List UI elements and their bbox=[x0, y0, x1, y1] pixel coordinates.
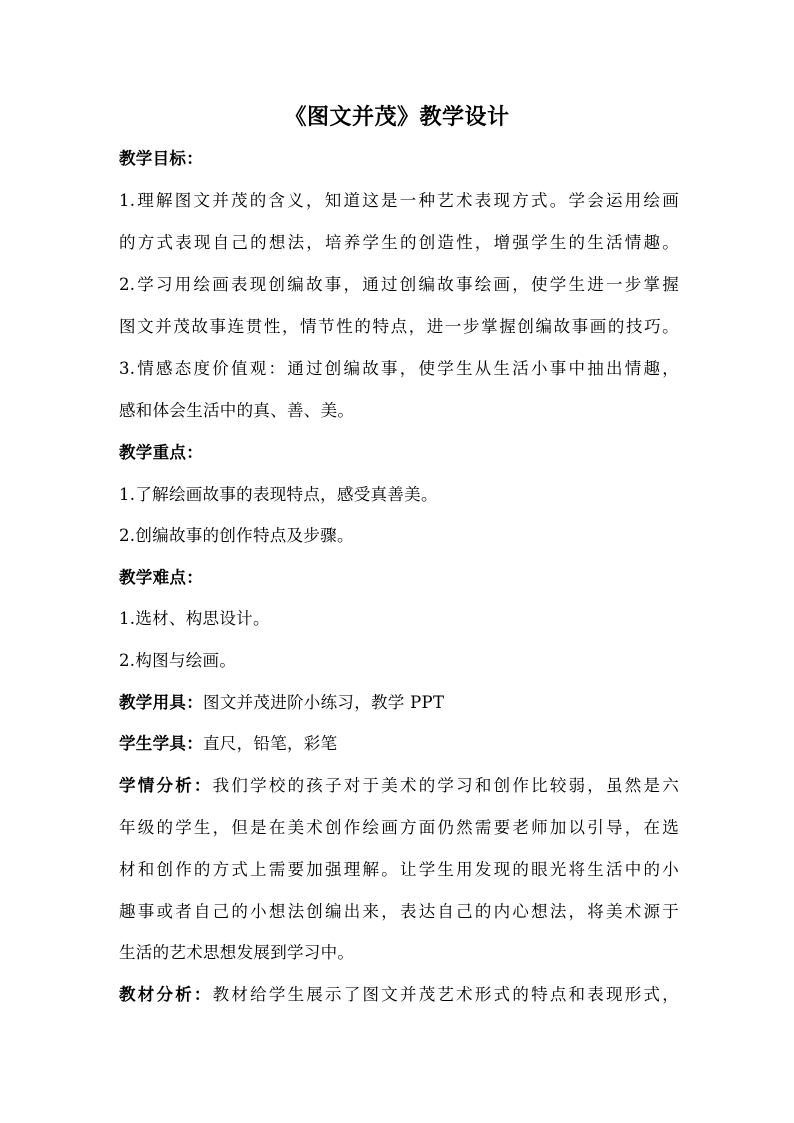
difficulty-1: 1.选材、构思设计。 bbox=[119, 609, 270, 628]
document-title: 《图文并茂》教学设计 bbox=[284, 104, 510, 130]
situation-line-4: 趣事或者自己的小想法创编出来，表达自己的内心想法，将美术源于 bbox=[119, 902, 679, 921]
situation-text-1: 我们学校的孩子对于美术的学习和创作比较弱，虽然是六 bbox=[212, 776, 680, 795]
situation-label: 学情分析： bbox=[119, 776, 213, 795]
key-points-heading: 教学重点： bbox=[119, 443, 203, 462]
student-tools-value: 直尺，铅笔，彩笔 bbox=[203, 734, 338, 753]
teaching-tools-label: 教学用具： bbox=[119, 693, 203, 712]
goal-3-line-2: 感和体会生活中的真、善、美。 bbox=[119, 401, 355, 420]
key-point-2: 2.创编故事的创作特点及步骤。 bbox=[119, 526, 354, 545]
situation-line-3: 材和创作的方式上需要加强理解。让学生用发现的眼光将生活中的小 bbox=[119, 860, 679, 879]
student-tools-row bbox=[119, 731, 679, 757]
teaching-tools-row bbox=[119, 690, 679, 716]
material-line-1 bbox=[119, 982, 679, 1008]
goal-2-line-1: 2.学习用绘画表现创编故事，通过创编故事绘画，使学生进一步掌握 bbox=[119, 275, 679, 294]
goal-1-line-2: 的方式表现自己的想法，培养学生的创造性，增强学生的生活情趣。 bbox=[119, 233, 679, 252]
material-text-1: 教材给学生展示了图文并茂艺术形式的特点和表现形式， bbox=[212, 985, 680, 1004]
material-label: 教材分析： bbox=[119, 985, 213, 1004]
student-tools-label: 学生学具： bbox=[119, 734, 203, 753]
key-point-1: 1.了解绘画故事的表现特点，感受真善美。 bbox=[119, 485, 438, 504]
situation-line-1 bbox=[119, 773, 679, 799]
difficulty-2: 2.构图与绘画。 bbox=[119, 651, 237, 670]
goal-2-line-2: 图文并茂故事连贯性，情节性的特点，进一步掌握创编故事画的技巧。 bbox=[119, 317, 679, 336]
goal-1-line-1: 1.理解图文并茂的含义，知道这是一种艺术表现方式。学会运用绘画 bbox=[119, 191, 679, 210]
goal-3-line-1: 3.情感态度价值观：通过创编故事，使学生从生活小事中抽出情趣， bbox=[119, 359, 679, 378]
situation-line-5: 生活的艺术思想发展到学习中。 bbox=[119, 943, 355, 962]
situation-line-2: 年级的学生，但是在美术创作绘画方面仍然需要老师加以引导，在选 bbox=[119, 818, 679, 837]
difficulty-heading: 教学难点： bbox=[119, 568, 203, 587]
goals-heading: 教学目标： bbox=[119, 149, 203, 168]
teaching-tools-value: 图文并茂进阶小练习，教学 PPT bbox=[203, 693, 445, 712]
